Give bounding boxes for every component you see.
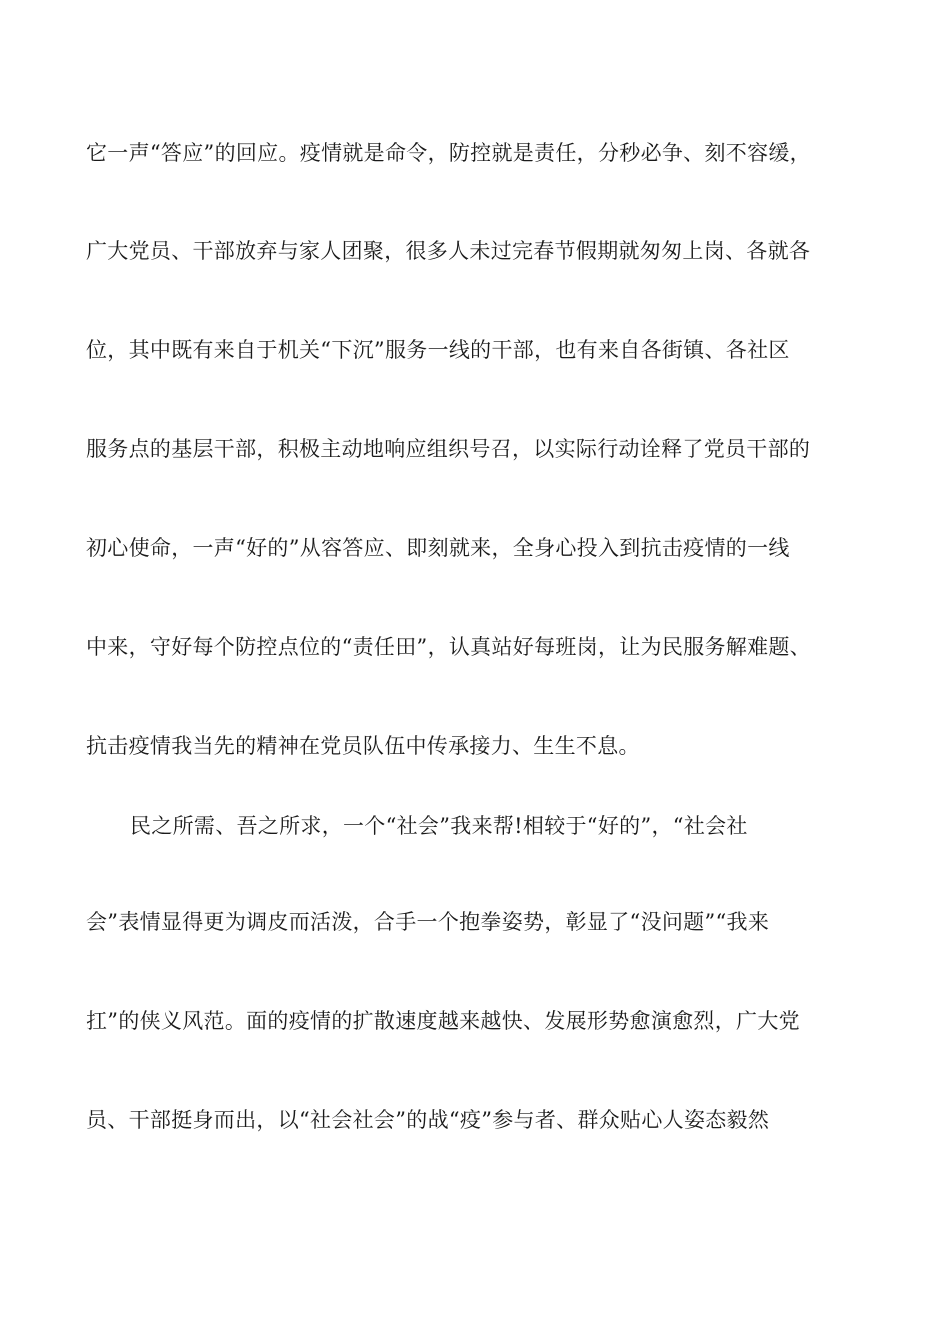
text-line: 抗击疫情我当先的精神在党员队伍中传承接力、生生不息。 (86, 734, 640, 758)
text-line: 初心使命，一声“好的”从容答应、即刻就来，全身心投入到抗击疫情的一线 (86, 536, 790, 560)
text-line: 民之所需、吾之所求，一个“社会”我来帮!相较于“好的”，“社会社 (130, 814, 748, 838)
text-line: 员、干部挺身而出，以“社会社会”的战“疫”参与者、群众贴心人姿态毅然 (86, 1108, 770, 1132)
text-line: 会”表情显得更为调皮而活泼，合手一个抱拳姿势，彰显了“没问题”“我来 (86, 910, 770, 934)
text-line: 广大党员、干部放弃与家人团聚，很多人未过完春节假期就匆匆上岗、各就各 (86, 239, 811, 263)
text-line: 位，其中既有来自于机关“下沉”服务一线的干部，也有来自各街镇、各社区 (86, 338, 790, 362)
text-line: 它一声“答应”的回应。疫情就是命令，防控就是责任，分秒必争、刻不容缓， (86, 141, 811, 165)
text-line: 服务点的基层干部，积极主动地响应组织号召，以实际行动诠释了党员干部的 (86, 437, 811, 461)
text-line: 扛”的侠义风范。面的疫情的扩散速度越来越快、发展形势愈演愈烈，广大党 (86, 1009, 800, 1033)
text-line: 中来，守好每个防控点位的“责任田”，认真站好每班岗，让为民服务解难题、 (86, 635, 811, 659)
